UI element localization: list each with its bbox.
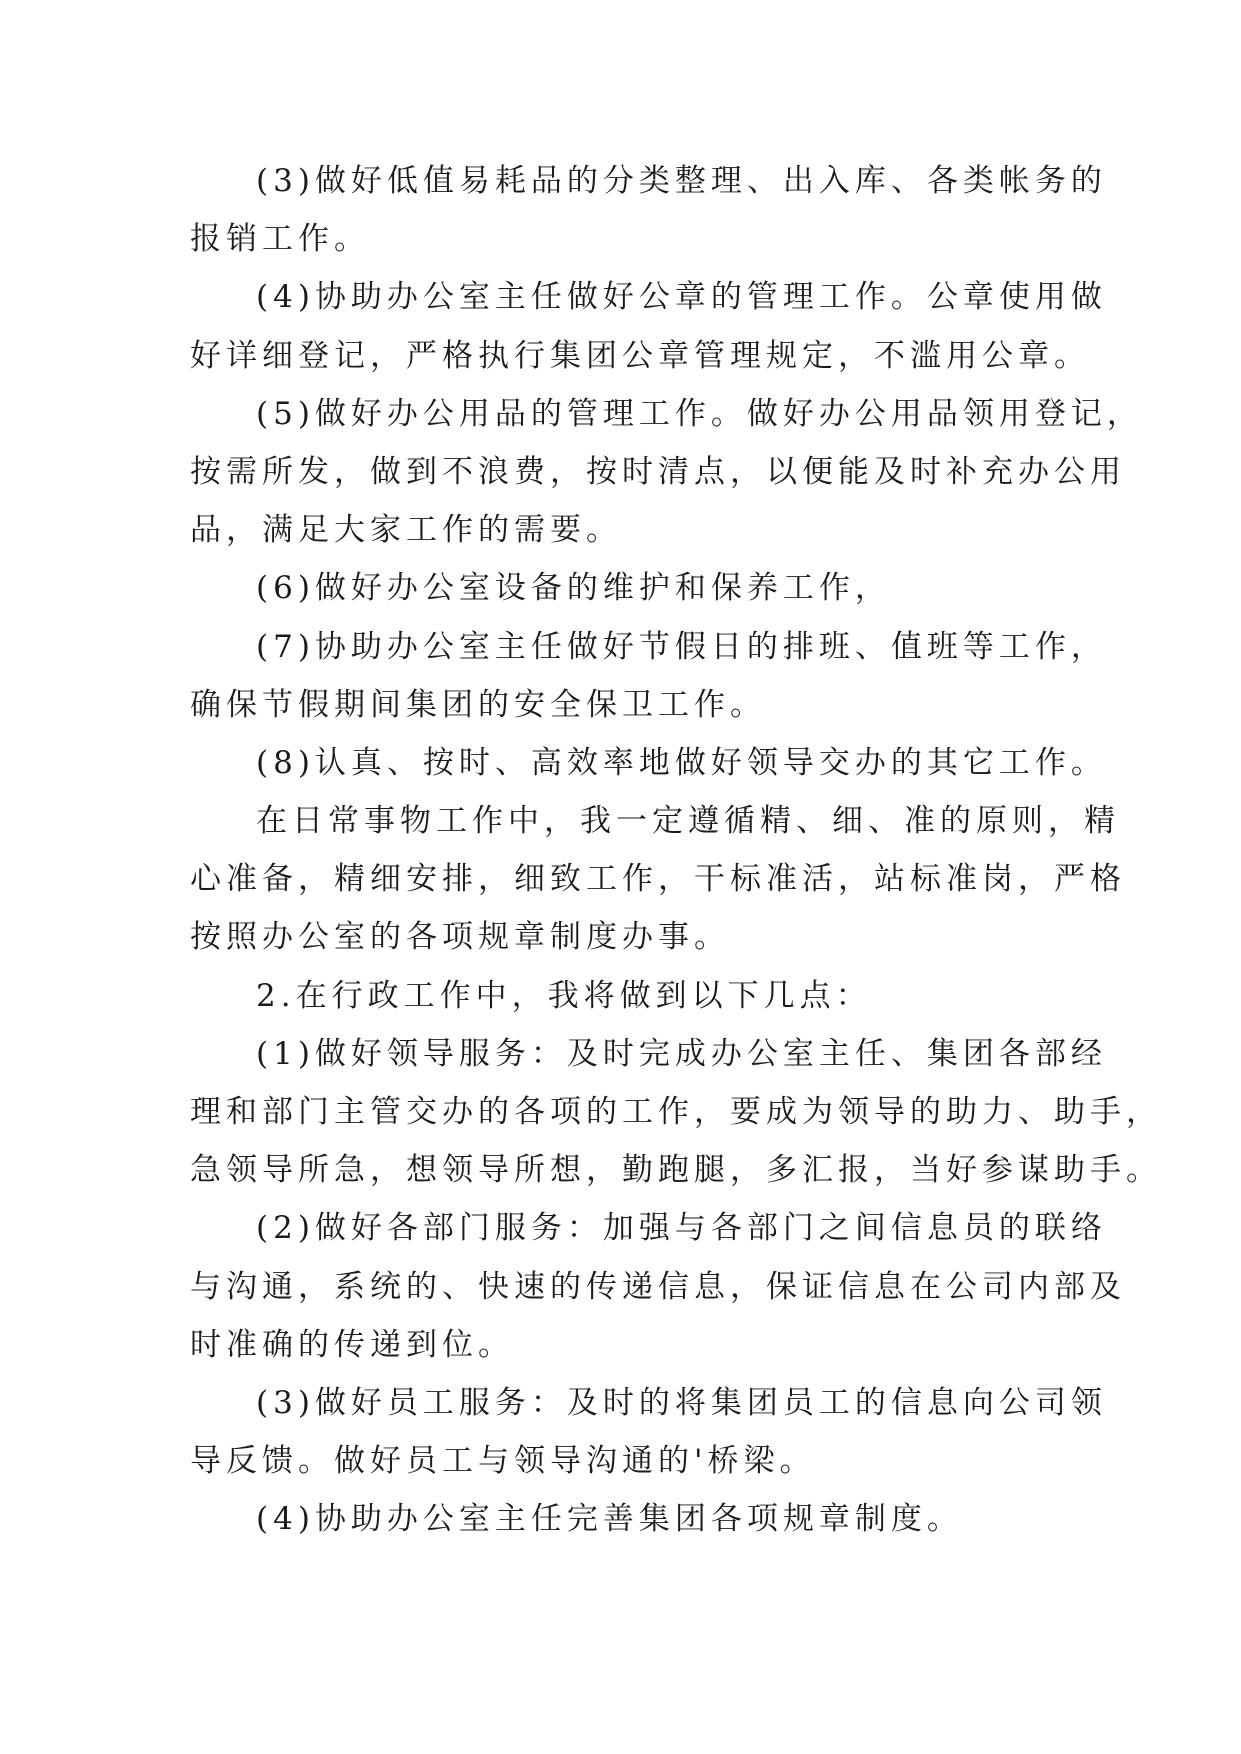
section-heading (190, 967, 1060, 1025)
paragraph (190, 268, 1107, 384)
text-line: 确保节假期间集团的安全保卫工作。 (190, 686, 766, 723)
text-line: 理和部门主管交办的各项的工作，要成为领导的助力、助手， (190, 1094, 1162, 1130)
paragraph (190, 792, 1126, 967)
text-line: 导反馈。做好员工与领导沟通的'桥梁。 (190, 1443, 816, 1480)
text-line: 品，满足大家工作的需要。 (190, 512, 622, 549)
text-line: (3)做好低值易耗品的分类整理、出入库、各类帐务的 (256, 163, 1107, 199)
text-line: (4)协助办公室主任完善集团各项规章制度。 (256, 1501, 963, 1538)
paragraph (190, 1374, 1107, 1490)
document-body (190, 152, 1162, 1549)
text-line: (3)做好员工服务：及时的将集团员工的信息向公司领 (256, 1384, 1107, 1421)
paragraph (190, 385, 1143, 560)
text-line: 时准确的传递到位。 (190, 1326, 514, 1363)
text-line: 2.在行政工作中，我将做到以下几点： (256, 977, 872, 1014)
text-line: 急领导所急，想领导所想，勤跑腿，多汇报，当好参谋助手。 (190, 1152, 1162, 1189)
text-line: (1)做好领导服务：及时完成办公室主任、集团各部经 (256, 1035, 1107, 1072)
text-line: (6)做好办公室设备的维护和保养工作， (256, 570, 891, 607)
paragraph (190, 734, 1107, 792)
paragraph (190, 1490, 1060, 1548)
paragraph (190, 152, 1107, 268)
text-line: (4)协助办公室主任做好公章的管理工作。公章使用做 (256, 279, 1107, 316)
text-line: 按需所发，做到不浪费，按时清点，以便能及时补充办公用 (190, 453, 1126, 490)
text-line: (5)做好办公用品的管理工作。做好办公用品领用登记， (256, 395, 1143, 432)
text-line: (8)认真、按时、高效率地做好领导交办的其它工作。 (256, 744, 1107, 781)
text-line: (2)做好各部门服务：加强与各部门之间信息员的联络 (256, 1210, 1107, 1247)
paragraph (190, 618, 1107, 734)
text-line: 在日常事物工作中，我一定遵循精、细、准的原则，精 (256, 803, 1120, 840)
text-line: (7)协助办公室主任做好节假日的排班、值班等工作， (256, 628, 1107, 665)
text-line: 心准备，精细安排，细致工作，干标准活，站标准岗，严格 (190, 861, 1126, 898)
text-line: 按照办公室的各项规章制度办事。 (190, 919, 730, 956)
text-line: 报销工作。 (190, 221, 370, 258)
paragraph (190, 1199, 1126, 1374)
paragraph (190, 1025, 1162, 1200)
text-line: 好详细登记，严格执行集团公章管理规定，不滥用公章。 (190, 337, 1090, 374)
paragraph (190, 559, 1060, 617)
text-line: 与沟通，系统的、快速的传递信息，保证信息在公司内部及 (190, 1268, 1126, 1305)
